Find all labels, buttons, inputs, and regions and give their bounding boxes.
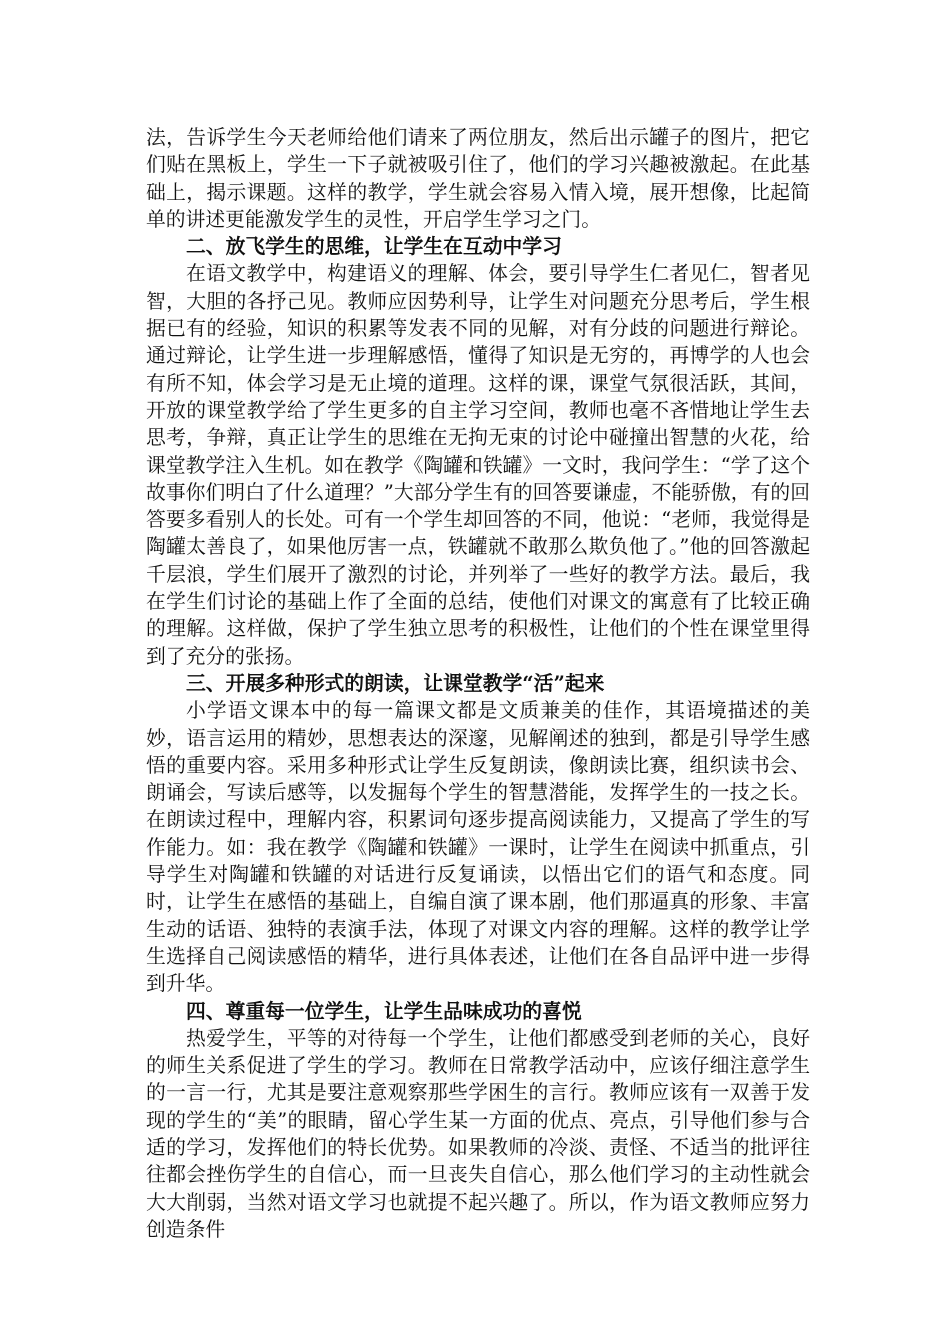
- section-heading-4: 四、尊重每一位学生，让学生品味成功的喜悦: [186, 998, 582, 1023]
- paragraph-section-4: 热爱学生，平等的对待每一个学生，让他们都感受到老师的关心，良好的师生关系促进了学生的学习。教师在日常教学活动中，应该仔细注意学生的一言一行，尤其是要注意观察那些学困生的言行。教师应该有一双善于发现的学生的“美”的眼睛，留心学生某一方面的优点、亮点，引导他们参与合适的学习，发挥他们的特长优势。如果教师的冷淡、责怪、不适当的批评往往都会挫伤学生的自信心，而一旦丧失自信心，那么他们学习的主动性就会大大削弱，当然对语文学习也就提不起兴趣了。所以，作为语文教师应努力创造条件: [146, 1026, 810, 1241]
- document-page: [146, 124, 810, 1243]
- paragraph-continued: 法，告诉学生今天老师给他们请来了两位朋友，然后出示罐子的图片，把它们贴在黑板上，学生一下子就被吸引住了，他们的学习兴趣被激起。在此基础上，揭示课题。这样的教学，学生就会容易入情入境，展开想像，比起简单的讲述更能激发学生的灵性，开启学生学习之门。: [146, 126, 810, 231]
- paragraph-section-3: 小学语文课本中的每一篇课文都是文质兼美的佳作，其语境描述的美妙，语言运用的精妙，思想表达的深邃，见解阐述的独到，都是引导学生感悟的重要内容。采用多种形式让学生反复朗读，像朗读比赛，组织读书会、朗诵会，写读后感等，以发掘每个学生的智慧潜能，发挥学生的一技之长。在朗读过程中，理解内容，积累词句逐步提高阅读能力，又提高了学生的写作能力。如：我在教学《陶罐和铁罐》一课时，让学生在阅读中抓重点，引导学生对陶罐和铁罐的对话进行反复诵读，以悟出它们的语气和态度。同时，让学生在感悟的基础上，自编自演了课本剧，他们那逼真的形象、丰富生动的话语、独特的表演手法，体现了对课文内容的理解。这样的教学让学生选择自己阅读感悟的精华，进行具体表述，让他们在各自品评中进一步得到升华。: [146, 699, 810, 996]
- section-heading-2: 二、放飞学生的思维，让学生在互动中学习: [186, 234, 562, 259]
- section-heading-3: 三、开展多种形式的朗读，让课堂教学“活”起来: [186, 670, 605, 695]
- paragraph-section-2: 在语文教学中，构建语义的理解、体会，要引导学生仁者见仁，智者见智，大胆的各抒己见。教师应因势利导，让学生对问题充分思考后，学生根据已有的经验，知识的积累等发表不同的见解，对有分歧的问题进行辩论。通过辩论，让学生进一步理解感悟，懂得了知识是无穷的，再博学的人也会有所不知，体会学习是无止境的道理。这样的课，课堂气氛很活跃，其间，开放的课堂教学给了学生更多的自主学习空间，教师也毫不吝惜地让学生去思考，争辩，真正让学生的思维在无拘无束的讨论中碰撞出智慧的火花，给课堂教学注入生机。如在教学《陶罐和铁罐》一文时，我问学生：“学了这个故事你们明白了什么道理？”大部分学生有的回答要谦虚，不能骄傲，有的回答要多看别人的长处。可有一个学生却回答的不同，他说：“老师，我觉得是陶罐太善良了，如果他厉害一点，铁罐就不敢那么欺负他了。”他的回答激起千层浪，学生们展开了激烈的讨论，并列举了一些好的教学方法。最后，我在学生们讨论的基础上作了全面的总结，使他们对课文的寓意有了比较正确的理解。这样做，保护了学生独立思考的积极性，让他们的个性在课堂里得到了充分的张扬。: [146, 262, 810, 668]
